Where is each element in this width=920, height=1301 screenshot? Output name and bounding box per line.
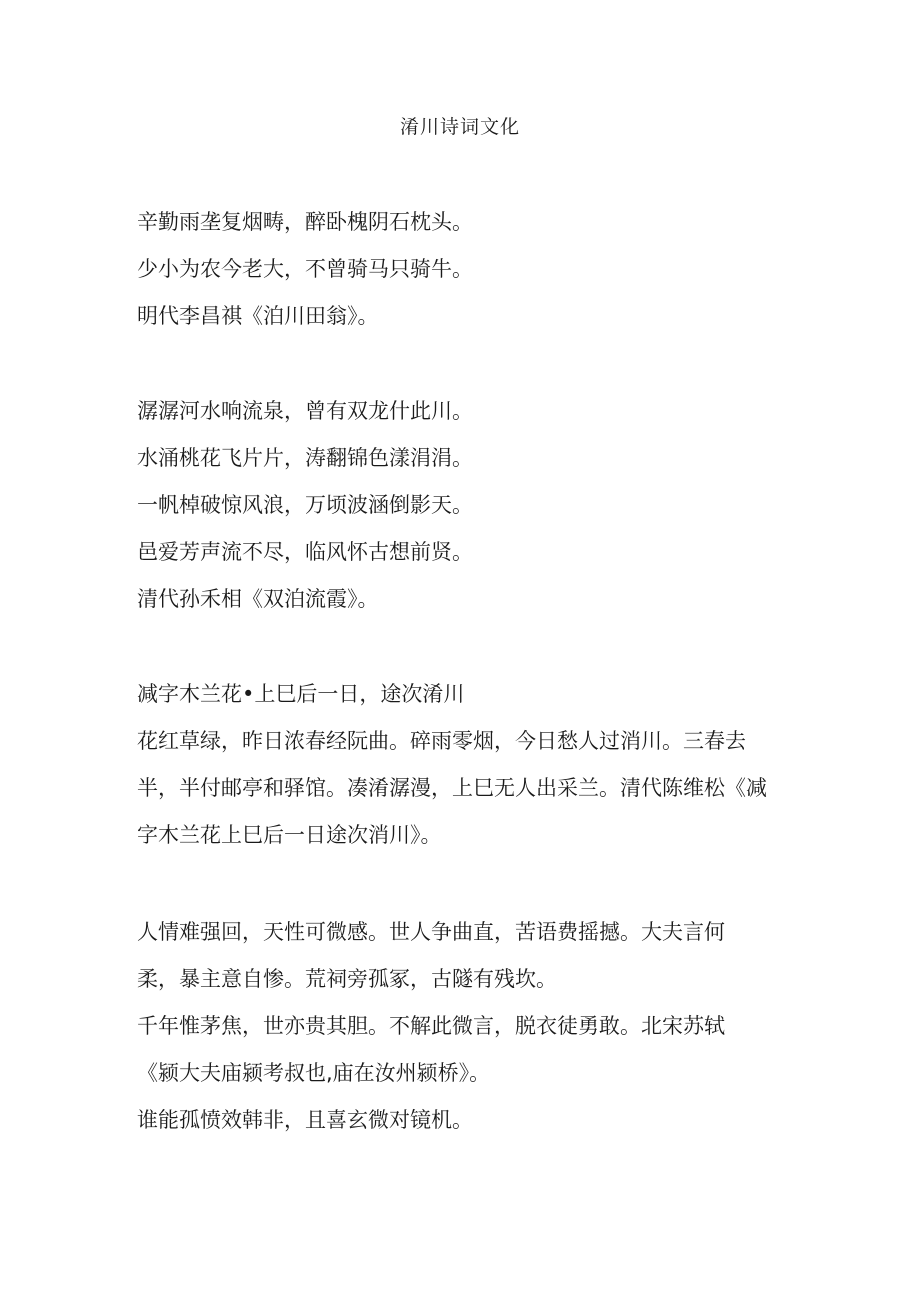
poem-block-1 <box>137 199 787 340</box>
poem-attribution: 《颍大夫庙颍考叔也,庙在汝州颍桥》。 <box>137 1061 491 1085</box>
poem-line: 半，半付邮亭和驿馆。凑淆潺漫，上巳无人出采兰。清代陈维松《减 <box>137 776 767 800</box>
poem-line: 潺潺河水响流泉，曾有双龙什此川。 <box>137 399 473 423</box>
paragraph-spacer <box>137 623 787 671</box>
poem-line: 水涌桃花飞片片，涛翻锦色漾涓涓。 <box>137 446 473 470</box>
poem-line: 千年惟茅焦，世亦贵其胆。不解此微言，脱衣徒勇敢。北宋苏轼 <box>137 1014 725 1038</box>
paragraph-spacer <box>137 340 787 388</box>
poem-attribution: 明代李昌祺《泊川田翁》。 <box>137 304 379 328</box>
poem-line: 花红草绿，昨日浓春经阮曲。碎雨零烟，今日愁人过消川。三春去 <box>137 729 746 753</box>
poem-block-3 <box>137 671 787 859</box>
poem-line: 柔，暴主意自惨。荒祠旁孤冢，古隧有残坎。 <box>137 967 557 991</box>
poem-attribution: 字木兰花上巳后一日途次消川》。 <box>137 823 442 847</box>
document-title: 淆川诗词文化 <box>399 116 520 138</box>
poem-line: 人情难强回，天性可微感。世人争曲直，苦语费摇撼。大夫言何 <box>137 920 725 944</box>
poem-attribution: 清代孙禾相《双泊流霞》。 <box>137 587 379 611</box>
poem-block-4 <box>137 909 787 1144</box>
poem-line: 邑爱芳声流不尽，临风怀古想前贤。 <box>137 540 473 564</box>
poem-line: 辛勤雨垄复烟畴，醉卧槐阴石枕头。 <box>137 210 473 234</box>
poem-line: 谁能孤愤效韩非，且喜玄微对镜机。 <box>137 1108 473 1132</box>
poem-line: 少小为农今老大，不曾骑马只骑牛。 <box>137 257 473 281</box>
poem-block-2 <box>137 388 787 623</box>
poem-heading: 减字木兰花•上巳后一日，途次淆川 <box>137 682 465 706</box>
document-body <box>137 199 787 1144</box>
poem-line: 一帆棹破惊风浪，万顷波涵倒影天。 <box>137 493 473 517</box>
paragraph-spacer <box>137 859 787 909</box>
